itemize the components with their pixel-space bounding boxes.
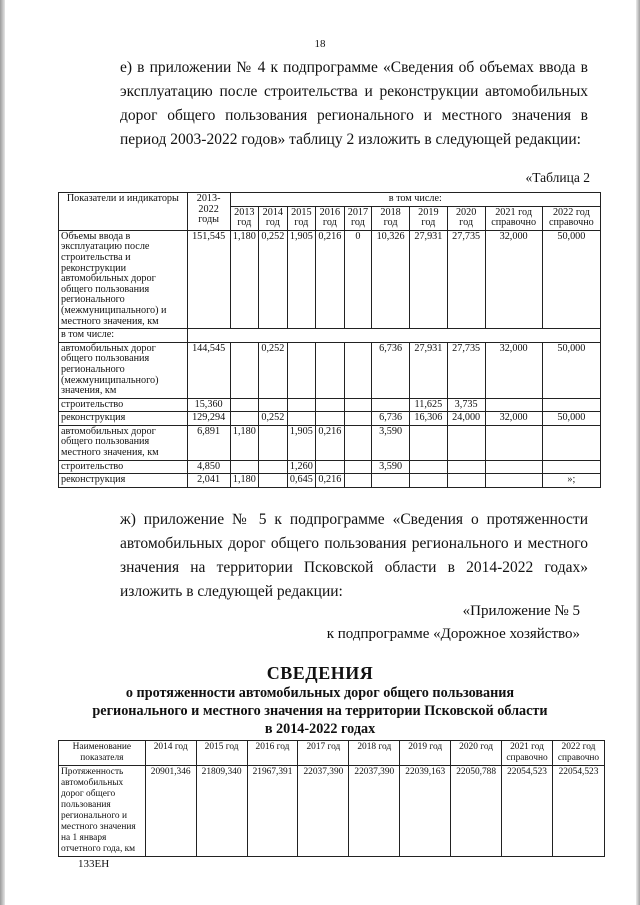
table-row	[59, 766, 605, 857]
cell-value: 27,735	[447, 230, 485, 328]
cell-value: 0,216	[316, 474, 345, 488]
appendix-reference	[240, 600, 580, 646]
table-row	[59, 412, 601, 426]
title-main: СВЕДЕНИЯ	[266, 663, 374, 683]
table-row	[59, 230, 601, 328]
cell-value: 11,625	[409, 398, 447, 412]
cell-value	[287, 412, 316, 426]
cell-value	[316, 398, 345, 412]
cell-value: 22039,163	[400, 766, 451, 857]
cell-value	[344, 342, 372, 398]
year-header: 2016 год	[316, 206, 345, 230]
cell-value: 20901,346	[145, 766, 196, 857]
page-number: 18	[314, 38, 326, 50]
cell-value	[542, 425, 600, 460]
year-header: 2021 год справочно	[485, 206, 542, 230]
header-indicator: Показатели и индикаторы	[59, 193, 188, 231]
row-total: 6,891	[187, 425, 230, 460]
table2-caption: «Таблица 2	[525, 170, 590, 185]
cell-value	[344, 474, 372, 488]
cell-value	[485, 460, 542, 474]
year-header: 2016 год	[247, 741, 298, 766]
appendix-ref-line2: к подпрограмме «Дорожное хозяйство»	[326, 626, 580, 642]
section-row	[59, 329, 601, 343]
year-header: 2014 год	[145, 741, 196, 766]
cell-value: 32,000	[485, 230, 542, 328]
row-total: 144,545	[187, 342, 230, 398]
cell-value: 24,000	[447, 412, 485, 426]
cell-value	[542, 398, 600, 412]
cell-value	[542, 460, 600, 474]
paragraph-zh	[120, 508, 588, 604]
cell-value	[409, 474, 447, 488]
year-header: 2013 год	[230, 206, 259, 230]
row-label: Протяженность автомобильных дорог общего пользования регионального и местного значения на 1 января отчетного года, км	[59, 766, 146, 857]
cell-value: 1,905	[287, 230, 316, 328]
header-name: Наименование показателя	[59, 741, 146, 766]
cell-value: 32,000	[485, 342, 542, 398]
cell-value: 50,000	[542, 412, 600, 426]
scan-edge-right	[636, 0, 640, 905]
row-label: автомобильных дорог общего пользования местного значения, км	[59, 425, 188, 460]
cell-value: 0,252	[259, 342, 288, 398]
cell-value	[344, 412, 372, 426]
header-group: в том числе:	[230, 193, 600, 207]
cell-value	[344, 425, 372, 460]
cell-value: 1,180	[230, 425, 259, 460]
cell-value: 21809,340	[196, 766, 247, 857]
year-header: 2022 год справочно	[552, 741, 604, 766]
cell-value: 1,180	[230, 230, 259, 328]
row-label: Объемы ввода в эксплуатацию после строительства и реконструкции автомобильных дорог общего пользования регионального (межмуниципального) и местного значения, км	[59, 230, 188, 328]
table-5	[58, 740, 605, 857]
cell-value	[316, 412, 345, 426]
cell-value	[447, 460, 485, 474]
cell-value: 0,252	[259, 230, 288, 328]
cell-value: 3,590	[372, 460, 410, 474]
year-header: 2015 год	[196, 741, 247, 766]
cell-value	[485, 398, 542, 412]
header-total: 2013-2022 годы	[187, 193, 230, 231]
cell-value	[230, 398, 259, 412]
paragraph-e-text: е) в приложении № 4 к подпрограмме «Сведения об объемах ввода в эксплуатацию после строительства и реконструкции автомобильных дорог общего пользования регионального и местного значения в период 2003-2022 годов» таблицу 2 изложить в следующей редакции:	[120, 59, 588, 148]
paragraph-e	[120, 56, 588, 152]
cell-value: 1,180	[230, 474, 259, 488]
cell-value: 10,326	[372, 230, 410, 328]
row-label: строительство	[59, 398, 188, 412]
cell-value	[316, 342, 345, 398]
cell-value: 22037,390	[349, 766, 400, 857]
title-line2: регионального и местного значения на территории Псковской области	[92, 703, 548, 719]
year-header: 2019 год	[400, 741, 451, 766]
footer-code: 133ЕН	[78, 858, 110, 870]
title-line3: в 2014-2022 годах	[264, 721, 376, 737]
scan-edge-left	[0, 0, 5, 905]
year-header: 2019 год	[409, 206, 447, 230]
table-row	[59, 425, 601, 460]
cell-value	[447, 474, 485, 488]
cell-value: 22037,390	[298, 766, 349, 857]
table-row	[59, 474, 601, 488]
cell-value: 0	[344, 230, 372, 328]
table-row	[59, 460, 601, 474]
cell-value: 0,216	[316, 230, 345, 328]
year-header: 2018 год	[372, 206, 410, 230]
cell-value: 1,905	[287, 425, 316, 460]
row-label: реконструкция	[59, 474, 188, 488]
year-header: 2022 год справочно	[542, 206, 600, 230]
cell-value	[485, 425, 542, 460]
cell-value	[230, 412, 259, 426]
cell-value: 6,736	[372, 412, 410, 426]
cell-value	[447, 425, 485, 460]
cell-value: 3,735	[447, 398, 485, 412]
cell-value	[230, 342, 259, 398]
cell-value	[259, 460, 288, 474]
cell-value	[344, 398, 372, 412]
cell-value	[230, 460, 259, 474]
table-row	[59, 342, 601, 398]
title-block	[0, 662, 640, 738]
paragraph-zh-text: ж) приложение № 5 к подпрограмме «Сведения о протяженности автомобильных дорог общего пользования регионального и местного значения на территории Псковской области в 2014-2022 годах» изложить в следующей редакции:	[120, 511, 588, 600]
row-label: строительство	[59, 460, 188, 474]
table-2	[58, 192, 601, 488]
cell-value: 32,000	[485, 412, 542, 426]
row-total: 151,545	[187, 230, 230, 328]
row-label: автомобильных дорог общего пользования регионального (межмуниципального) значения, км	[59, 342, 188, 398]
cell-value	[259, 398, 288, 412]
year-header: 2020 год	[451, 741, 502, 766]
section-empty	[187, 329, 600, 343]
appendix-ref-line1: «Приложение № 5	[462, 603, 580, 619]
cell-value: 16,306	[409, 412, 447, 426]
cell-value: 21967,391	[247, 766, 298, 857]
cell-value	[372, 398, 410, 412]
cell-value	[316, 460, 345, 474]
title-line1: о протяженности автомобильных дорог общего пользования	[125, 685, 515, 701]
cell-value	[409, 460, 447, 474]
cell-value	[259, 474, 288, 488]
cell-value: 0,216	[316, 425, 345, 460]
cell-value: 22054,523	[552, 766, 604, 857]
cell-value	[344, 460, 372, 474]
cell-value	[259, 425, 288, 460]
cell-value: 50,000	[542, 342, 600, 398]
cell-value: 27,735	[447, 342, 485, 398]
year-header: 2021 год справочно	[502, 741, 553, 766]
cell-value	[287, 398, 316, 412]
year-header: 2014 год	[259, 206, 288, 230]
cell-value: 27,931	[409, 230, 447, 328]
cell-value: 22054,523	[502, 766, 553, 857]
cell-value: 3,590	[372, 425, 410, 460]
cell-value: 50,000	[542, 230, 600, 328]
row-total: 129,294	[187, 412, 230, 426]
year-header: 2017 год	[298, 741, 349, 766]
row-total: 4,850	[187, 460, 230, 474]
row-total: 2,041	[187, 474, 230, 488]
cell-value: 1,260	[287, 460, 316, 474]
cell-value: 22050,788	[451, 766, 502, 857]
row-label: реконструкция	[59, 412, 188, 426]
cell-value: »;	[542, 474, 600, 488]
cell-value	[372, 474, 410, 488]
cell-value: 0,252	[259, 412, 288, 426]
year-header: 2017 год	[344, 206, 372, 230]
section-label: в том числе:	[59, 329, 188, 343]
cell-value	[409, 425, 447, 460]
year-header: 2015 год	[287, 206, 316, 230]
cell-value: 6,736	[372, 342, 410, 398]
year-header: 2018 год	[349, 741, 400, 766]
cell-value	[485, 474, 542, 488]
year-header: 2020 год	[447, 206, 485, 230]
cell-value: 0,645	[287, 474, 316, 488]
row-total: 15,360	[187, 398, 230, 412]
cell-value	[287, 342, 316, 398]
cell-value: 27,931	[409, 342, 447, 398]
table-row	[59, 398, 601, 412]
